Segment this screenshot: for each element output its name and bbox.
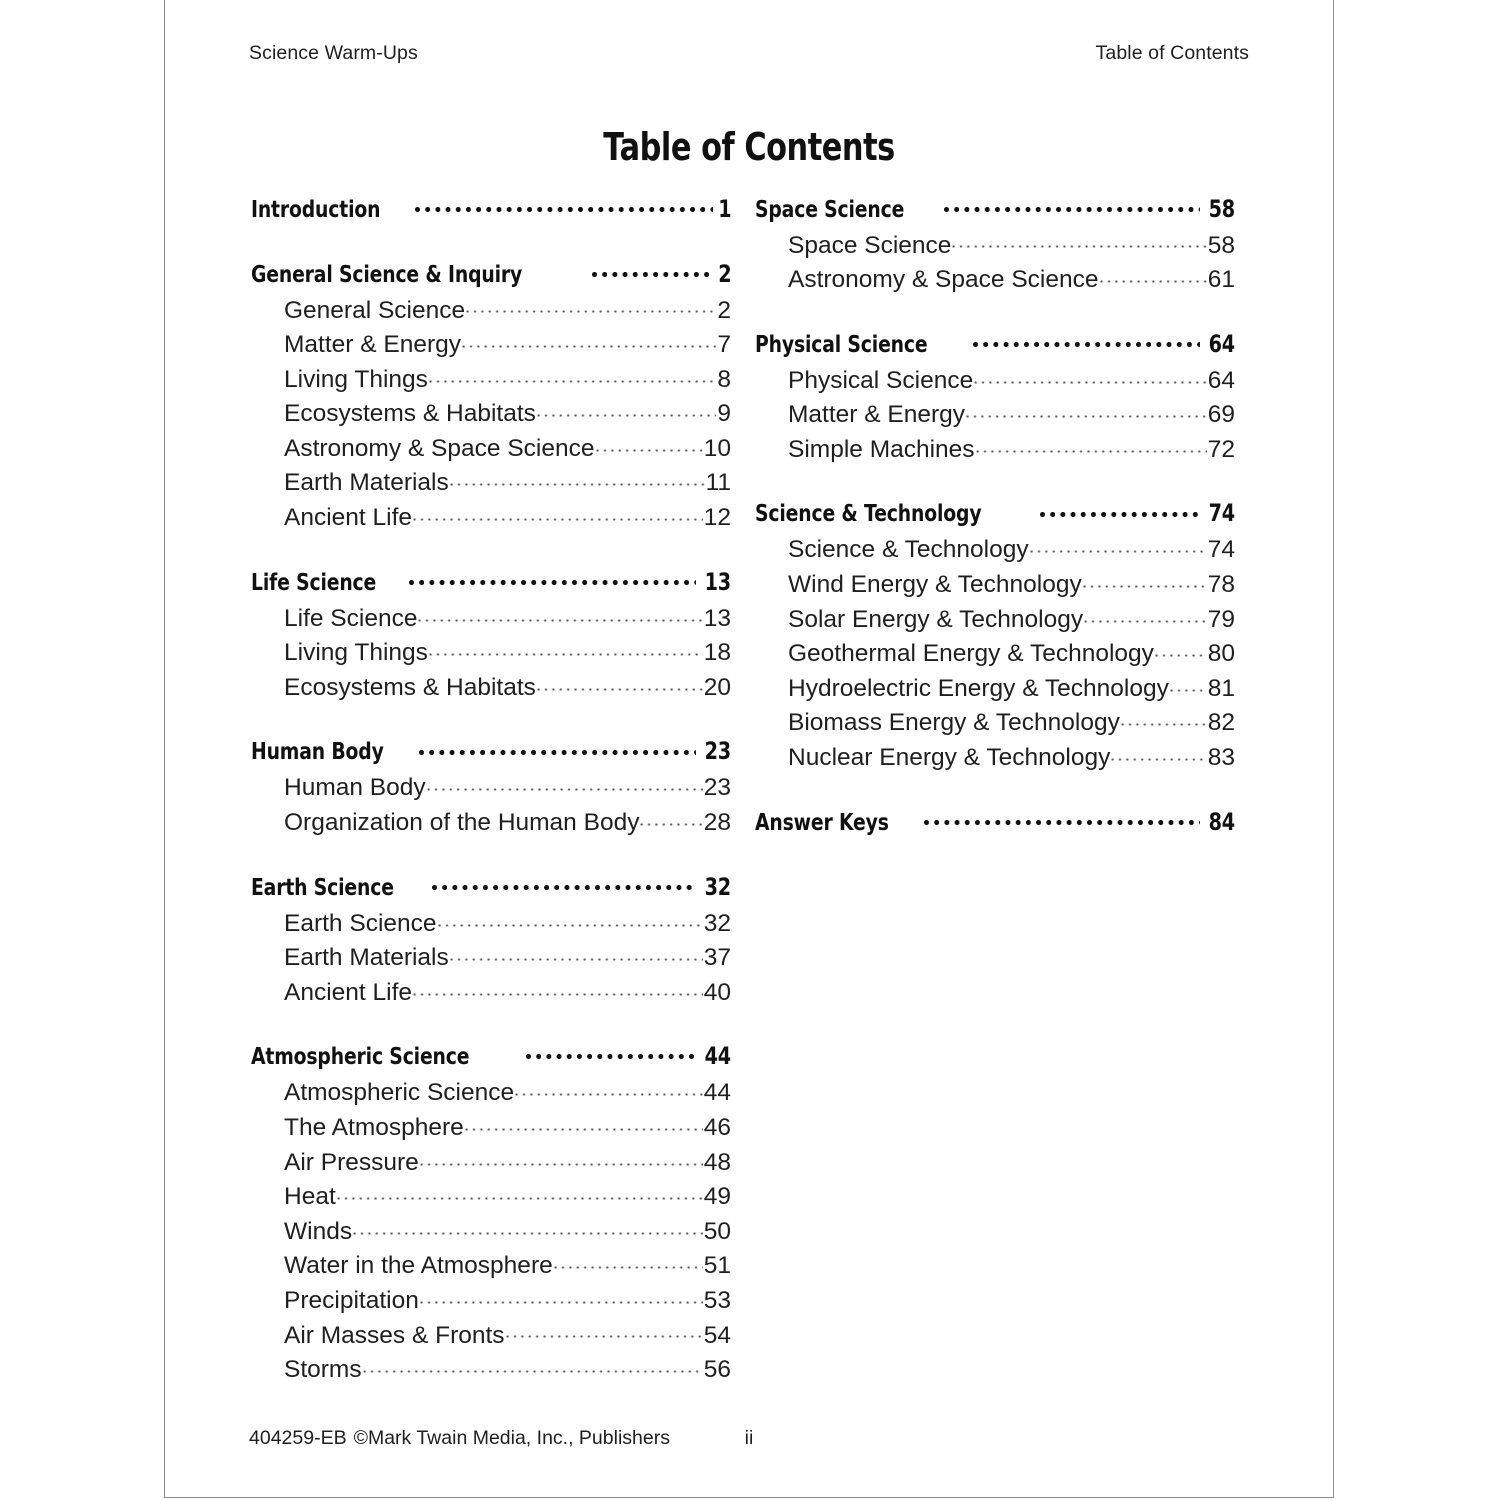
- toc-section-page-number: 32: [704, 872, 731, 901]
- toc-entry[interactable]: [251, 1180, 731, 1215]
- toc-entry-page-number: 83: [1207, 744, 1235, 772]
- toc-entry-page-number: 13: [703, 604, 731, 632]
- toc-section-label: Space Science: [755, 194, 905, 223]
- toc-entry-label: Ecosystems & Habitats: [284, 673, 536, 701]
- toc-entry-label: Matter & Energy: [284, 331, 462, 359]
- toc-dot-leader: [515, 1076, 703, 1101]
- toc-dot-leader: [1100, 263, 1207, 288]
- toc-dot-leader: [413, 501, 703, 526]
- toc-entry-label: Science & Technology: [788, 536, 1029, 564]
- toc-entry-label: Space Science: [788, 231, 952, 259]
- toc-entry-page-number: 79: [1207, 605, 1235, 633]
- toc-entry-page-number: 44: [703, 1079, 731, 1107]
- toc-dot-leader: [526, 1041, 696, 1065]
- toc-entry[interactable]: [251, 501, 731, 536]
- toc-dot-leader: [415, 193, 713, 217]
- page-sheet: [164, 0, 1334, 1498]
- toc-section-header[interactable]: [251, 193, 731, 227]
- toc-entry-label: Atmospheric Science: [284, 1079, 515, 1107]
- toc-columns: [165, 193, 1333, 1383]
- toc-entry-page-number: 23: [703, 774, 731, 802]
- toc-entry-page-number: 56: [703, 1356, 731, 1384]
- toc-entry-label: Human Body: [284, 774, 426, 802]
- toc-entry-page-number: 2: [717, 296, 731, 324]
- toc-entry[interactable]: [755, 363, 1235, 398]
- toc-entry-label: Earth Science: [284, 909, 437, 937]
- toc-entry-page-number: 18: [703, 639, 731, 667]
- toc-entry-label: Astronomy & Space Science: [284, 434, 595, 462]
- toc-section-label: Introduction: [251, 194, 381, 223]
- toc-entry-list: [251, 293, 731, 535]
- toc-entry[interactable]: [251, 1318, 731, 1353]
- toc-entry-label: Storms: [284, 1356, 362, 1384]
- toc-section: [251, 566, 731, 705]
- toc-section-page-number: 23: [704, 737, 731, 766]
- toc-dot-leader: [1040, 498, 1200, 522]
- toc-dot-leader: [973, 328, 1200, 352]
- running-head-left: Science Warm-Ups: [249, 42, 418, 64]
- page-footer: [249, 1427, 1249, 1453]
- toc-entry[interactable]: [251, 670, 731, 705]
- toc-entry[interactable]: [251, 362, 731, 397]
- toc-section-header[interactable]: [755, 328, 1235, 362]
- toc-section-header[interactable]: [251, 258, 731, 292]
- toc-entry[interactable]: [251, 1353, 731, 1388]
- toc-dot-leader: [506, 1318, 703, 1343]
- toc-entry[interactable]: [251, 1283, 731, 1318]
- toc-entry[interactable]: [251, 1249, 731, 1284]
- toc-dot-leader: [537, 397, 716, 422]
- toc-section: [755, 806, 1235, 840]
- toc-entry-page-number: 11: [705, 469, 731, 497]
- toc-entry-page-number: 72: [1207, 435, 1235, 463]
- toc-dot-leader: [1121, 706, 1207, 731]
- toc-dot-leader: [554, 1249, 703, 1274]
- toc-dot-leader: [413, 975, 703, 1000]
- page-title: Table of Contents: [603, 125, 895, 169]
- toc-dot-leader: [337, 1180, 703, 1205]
- toc-entry-label: Living Things: [284, 639, 428, 667]
- toc-section: [251, 1041, 731, 1387]
- toc-section-header[interactable]: [755, 193, 1235, 227]
- toc-entry-page-number: 53: [703, 1286, 731, 1314]
- toc-entry-label: Organization of the Human Body: [284, 809, 640, 837]
- toc-dot-leader: [640, 806, 702, 831]
- toc-section: [251, 736, 731, 840]
- toc-dot-leader: [363, 1353, 703, 1378]
- toc-entry-page-number: 9: [717, 400, 731, 428]
- toc-dot-leader: [427, 771, 703, 796]
- toc-dot-leader: [409, 566, 696, 590]
- toc-entry-list: [251, 771, 731, 840]
- toc-entry[interactable]: [251, 1214, 731, 1249]
- toc-dot-leader: [465, 1111, 703, 1136]
- toc-section-label: Atmospheric Science: [251, 1042, 470, 1071]
- toc-entry-page-number: 64: [1207, 366, 1235, 394]
- toc-entry-page-number: 82: [1207, 709, 1235, 737]
- toc-entry-page-number: 81: [1207, 674, 1235, 702]
- toc-entry-page-number: 48: [703, 1148, 731, 1176]
- toc-entry-label: Winds: [284, 1217, 353, 1245]
- toc-dot-leader: [596, 431, 703, 456]
- toc-entry-page-number: 28: [703, 809, 731, 837]
- toc-entry[interactable]: [755, 228, 1235, 263]
- toc-section: [755, 328, 1235, 467]
- toc-dot-leader: [429, 362, 716, 387]
- toc-section-page-number: 58: [1208, 194, 1235, 223]
- toc-entry-page-number: 40: [703, 978, 731, 1006]
- toc-section-label: Earth Science: [251, 872, 394, 901]
- toc-dot-leader: [429, 636, 703, 661]
- toc-entry-page-number: 12: [703, 504, 731, 532]
- footer-product-code: 404259-EB: [249, 1427, 347, 1449]
- toc-entry-label: Ancient Life: [284, 504, 413, 532]
- toc-dot-leader: [974, 363, 1207, 388]
- toc-dot-leader: [537, 670, 703, 695]
- toc-entry[interactable]: [251, 293, 731, 328]
- toc-entry-page-number: 78: [1207, 571, 1235, 599]
- toc-section-label: Physical Science: [755, 329, 928, 358]
- toc-section: [755, 193, 1235, 297]
- toc-entry-label: Living Things: [284, 365, 428, 393]
- toc-dot-leader: [419, 736, 696, 760]
- toc-section-page-number: 84: [1208, 807, 1235, 836]
- toc-entry-page-number: 61: [1207, 266, 1235, 294]
- toc-section-label: Answer Keys: [755, 807, 889, 836]
- toc-entry[interactable]: [755, 398, 1235, 433]
- toc-entry[interactable]: [251, 1111, 731, 1146]
- toc-dot-leader: [1155, 637, 1207, 662]
- toc-entry[interactable]: [251, 806, 731, 841]
- toc-dot-leader: [592, 258, 713, 282]
- toc-dot-leader: [966, 398, 1207, 423]
- toc-entry[interactable]: [755, 706, 1235, 741]
- toc-dot-leader: [976, 432, 1207, 457]
- toc-entry-label: Air Pressure: [284, 1148, 419, 1176]
- toc-section-label: Life Science: [251, 567, 377, 596]
- toc-section-label: Science & Technology: [755, 499, 982, 528]
- toc-column-right: [755, 193, 1235, 840]
- toc-dot-leader: [1084, 602, 1207, 627]
- toc-entry[interactable]: [755, 602, 1235, 637]
- toc-entry-page-number: 32: [703, 909, 731, 937]
- toc-entry-page-number: 46: [703, 1114, 731, 1141]
- toc-entry-page-number: 58: [1207, 231, 1235, 259]
- toc-dot-leader: [420, 1145, 703, 1170]
- page-content: [165, 0, 1333, 1497]
- toc-entry[interactable]: [251, 771, 731, 806]
- toc-entry-label: Life Science: [284, 604, 418, 632]
- toc-entry-list: [755, 228, 1235, 297]
- toc-column-left: [251, 193, 731, 1387]
- toc-entry-label: Astronomy & Space Science: [788, 266, 1099, 294]
- toc-dot-leader: [462, 328, 716, 353]
- toc-section-label: General Science & Inquiry: [251, 259, 523, 288]
- toc-entry-page-number: 7: [717, 331, 731, 359]
- toc-entry-label: Nuclear Energy & Technology: [788, 744, 1111, 772]
- toc-entry-label: The Atmosphere: [284, 1114, 464, 1141]
- toc-entry-list: [251, 1076, 731, 1387]
- toc-dot-leader: [944, 193, 1200, 217]
- toc-entry[interactable]: [755, 432, 1235, 467]
- toc-entry-label: Solar Energy & Technology: [788, 605, 1084, 633]
- toc-entry[interactable]: [251, 975, 731, 1010]
- toc-entry-page-number: 10: [703, 434, 731, 462]
- toc-entry[interactable]: [755, 637, 1235, 672]
- toc-entry[interactable]: [251, 636, 731, 671]
- toc-section-header[interactable]: [251, 871, 731, 905]
- toc-entry-label: Simple Machines: [788, 435, 975, 463]
- running-head: [249, 42, 1249, 68]
- toc-section-page-number: 1: [717, 194, 731, 223]
- toc-dot-leader: [450, 941, 703, 966]
- toc-entry[interactable]: [755, 671, 1235, 706]
- toc-entry[interactable]: [251, 941, 731, 976]
- toc-entry-list: [755, 363, 1235, 467]
- toc-entry-label: Earth Materials: [284, 944, 449, 972]
- toc-section: [251, 193, 731, 227]
- toc-section-header[interactable]: [251, 736, 731, 770]
- toc-section: [251, 258, 731, 535]
- toc-entry[interactable]: [251, 906, 731, 941]
- toc-dot-leader: [450, 466, 705, 491]
- folio-number: ii: [744, 1427, 754, 1449]
- toc-section-page-number: 2: [717, 259, 731, 288]
- toc-entry-label: Ancient Life: [284, 978, 413, 1006]
- toc-dot-leader: [432, 871, 697, 895]
- toc-entry[interactable]: [251, 466, 731, 501]
- toc-entry-list: [251, 906, 731, 1010]
- toc-dot-leader: [353, 1214, 703, 1239]
- toc-entry[interactable]: [251, 397, 731, 432]
- toc-entry-page-number: 54: [703, 1321, 731, 1349]
- toc-entry-label: Physical Science: [788, 366, 974, 394]
- toc-entry[interactable]: [755, 741, 1235, 776]
- toc-entry[interactable]: [251, 431, 731, 466]
- toc-entry-page-number: 80: [1207, 640, 1235, 668]
- running-head-right: Table of Contents: [1095, 42, 1249, 64]
- toc-section-header[interactable]: [251, 1041, 731, 1075]
- toc-entry[interactable]: [251, 328, 731, 363]
- toc-section-page-number: 74: [1208, 499, 1235, 528]
- toc-dot-leader: [1030, 533, 1207, 558]
- toc-entry-page-number: 50: [703, 1217, 731, 1245]
- toc-entry-label: Geothermal Energy & Technology: [788, 640, 1154, 668]
- toc-dot-leader: [1083, 568, 1207, 593]
- toc-entry-list: [251, 601, 731, 705]
- toc-entry-label: Ecosystems & Habitats: [284, 400, 536, 428]
- toc-entry-page-number: 8: [717, 365, 731, 393]
- toc-entry[interactable]: [251, 1145, 731, 1180]
- toc-dot-leader: [1170, 671, 1207, 696]
- toc-entry-label: General Science: [284, 296, 466, 324]
- toc-entry-label: Matter & Energy: [788, 401, 966, 429]
- toc-entry[interactable]: [755, 263, 1235, 298]
- toc-dot-leader: [420, 1283, 703, 1308]
- toc-dot-leader: [438, 906, 703, 931]
- toc-entry[interactable]: [251, 601, 731, 636]
- toc-dot-leader: [466, 293, 716, 318]
- toc-entry-label: Biomass Energy & Technology: [788, 709, 1120, 737]
- toc-entry-page-number: 49: [703, 1183, 731, 1211]
- toc-entry-page-number: 69: [1207, 401, 1235, 429]
- toc-entry-page-number: 37: [703, 944, 731, 972]
- toc-entry-label: Air Masses & Fronts: [284, 1321, 505, 1349]
- toc-dot-leader: [418, 601, 702, 626]
- toc-entry-page-number: 20: [703, 673, 731, 701]
- toc-entry-page-number: 51: [703, 1252, 731, 1280]
- toc-entry[interactable]: [755, 568, 1235, 603]
- toc-entry-label: Water in the Atmosphere: [284, 1252, 553, 1280]
- toc-entry-label: Precipitation: [284, 1286, 419, 1314]
- toc-entry-page-number: 74: [1207, 536, 1235, 564]
- toc-section: [755, 498, 1235, 775]
- toc-entry[interactable]: [755, 533, 1235, 568]
- toc-entry-label: Heat: [284, 1183, 336, 1211]
- footer-copyright: ©Mark Twain Media, Inc., Publishers: [353, 1427, 670, 1449]
- toc-entry-label: Wind Energy & Technology: [788, 571, 1082, 599]
- toc-entry[interactable]: [251, 1076, 731, 1111]
- toc-section: [251, 871, 731, 1010]
- toc-section-header[interactable]: [755, 806, 1235, 840]
- toc-entry-label: Earth Materials: [284, 469, 449, 497]
- toc-section-page-number: 13: [704, 567, 731, 596]
- toc-dot-leader: [952, 228, 1206, 253]
- toc-dot-leader: [1111, 741, 1206, 766]
- toc-section-label: Human Body: [251, 737, 384, 766]
- toc-section-page-number: 64: [1208, 329, 1235, 358]
- toc-section-page-number: 44: [704, 1042, 731, 1071]
- toc-section-header[interactable]: [251, 566, 731, 600]
- toc-entry-list: [755, 533, 1235, 775]
- toc-entry-label: Hydroelectric Energy & Technology: [788, 674, 1169, 702]
- toc-dot-leader: [924, 806, 1200, 830]
- toc-section-header[interactable]: [755, 498, 1235, 532]
